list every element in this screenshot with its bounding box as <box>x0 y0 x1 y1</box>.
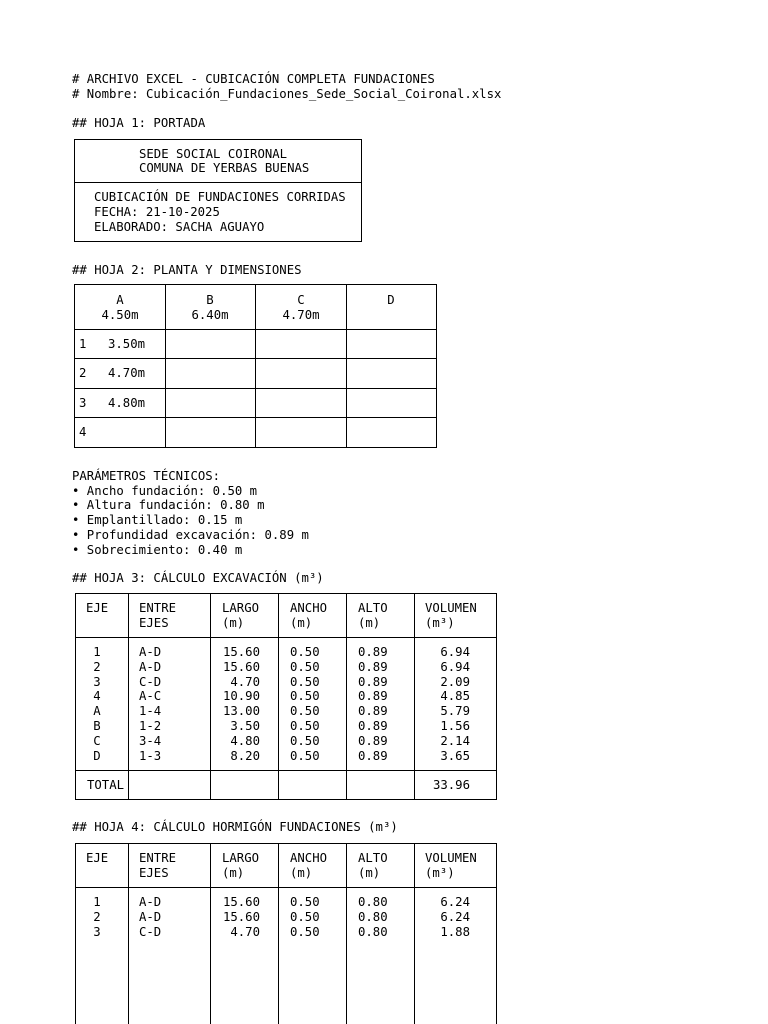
portada-line-3: ELABORADO: SACHA AGUAYO <box>94 220 265 234</box>
exc-cell-entre: 3-4 <box>139 733 162 748</box>
hoja1-heading: ## HOJA 1: PORTADA <box>72 116 206 130</box>
exc-cell-largo: 3.50 <box>230 719 260 733</box>
exc-cell-ancho: 0.50 <box>290 748 320 763</box>
exc-cell-entre: 1-2 <box>139 719 162 733</box>
hor-header-volumen: VOLUMEN <box>425 851 477 865</box>
exc-cell-alto: 0.89 <box>358 645 388 659</box>
exc-cell-eje: C <box>93 733 101 748</box>
exc-cell-alto: 0.89 <box>358 704 388 719</box>
grid-col-dim-c: 4.70m <box>282 308 320 322</box>
exc-header-largo-unit: (m) <box>222 616 245 630</box>
hor-header-ancho: ANCHO <box>290 851 328 865</box>
exc-cell-vol: 2.14 <box>440 733 470 748</box>
exc-cell-largo: 10.90 <box>222 689 260 704</box>
exc-header-ancho-unit: (m) <box>290 616 313 630</box>
hor-cell-largo: 15.60 <box>222 909 260 924</box>
hor-cell-ancho: 0.50 <box>290 909 320 924</box>
exc-cell-entre: A-D <box>139 645 162 659</box>
parametro-item: • Emplantillado: 0.15 m <box>72 513 243 527</box>
hor-header-alto: ALTO <box>358 851 388 865</box>
exc-cell-ancho: 0.50 <box>290 674 320 689</box>
grid-col-label-c: C <box>297 293 305 307</box>
grid-row-dim-3: 4.80m <box>108 396 146 410</box>
exc-cell-largo: 13.00 <box>222 704 260 719</box>
exc-cell-vol: 1.56 <box>440 719 470 733</box>
hor-header-volumen-unit: (m³) <box>425 866 455 880</box>
exc-header-largo: LARGO <box>222 601 260 615</box>
portada-title-2: COMUNA DE YERBAS BUENAS <box>139 161 310 175</box>
file-name: # Nombre: Cubicación_Fundaciones_Sede_Social_Coironal.xlsx <box>72 87 502 101</box>
portada-line-2: FECHA: 21-10-2025 <box>94 205 220 219</box>
hoja4-heading: ## HOJA 4: CÁLCULO HORMIGÓN FUNDACIONES (m³) <box>72 820 398 834</box>
hor-header-entre: ENTRE <box>139 851 177 865</box>
hor-cell-entre: C-D <box>139 924 162 939</box>
exc-cell-alto: 0.89 <box>358 719 388 733</box>
exc-cell-ancho: 0.50 <box>290 719 320 733</box>
exc-cell-entre: A-D <box>139 659 162 674</box>
hor-header-alto-unit: (m) <box>358 866 381 880</box>
hor-cell-ancho: 0.50 <box>290 895 320 909</box>
exc-cell-alto: 0.89 <box>358 659 388 674</box>
parametros-heading: PARÁMETROS TÉCNICOS: <box>72 469 221 483</box>
portada-divider <box>74 182 362 183</box>
exc-header-alto: ALTO <box>358 601 388 615</box>
grid-row-dim-2: 4.70m <box>108 366 146 380</box>
exc-cell-eje: 1 <box>93 645 101 659</box>
exc-cell-alto: 0.89 <box>358 689 388 704</box>
exc-cell-largo: 8.20 <box>230 748 260 763</box>
hor-cell-eje: 1 <box>93 895 101 909</box>
hor-header-largo-unit: (m) <box>222 866 245 880</box>
exc-total-value: 33.96 <box>432 778 470 792</box>
exc-cell-largo: 15.60 <box>222 645 260 659</box>
grid-row-num-4: 4 <box>79 425 87 439</box>
parametro-item: • Sobrecimiento: 0.40 m <box>72 543 243 557</box>
hoja2-heading: ## HOJA 2: PLANTA Y DIMENSIONES <box>72 263 302 277</box>
hor-cell-entre: A-D <box>139 895 162 909</box>
exc-header-ancho: ANCHO <box>290 601 328 615</box>
exc-cell-ancho: 0.50 <box>290 645 320 659</box>
exc-header-volumen: VOLUMEN <box>425 601 477 615</box>
hor-cell-largo: 4.70 <box>230 924 260 939</box>
exc-cell-vol: 4.85 <box>440 689 470 704</box>
exc-cell-eje: 4 <box>93 689 101 704</box>
exc-header-eje: EJE <box>86 601 109 615</box>
exc-cell-alto: 0.89 <box>358 733 388 748</box>
exc-cell-eje: D <box>93 748 101 763</box>
exc-cell-eje: A <box>93 704 101 719</box>
exc-cell-ancho: 0.50 <box>290 659 320 674</box>
hor-cell-vol: 1.88 <box>440 924 470 939</box>
exc-cell-alto: 0.89 <box>358 748 388 763</box>
portada-line-1: CUBICACIÓN DE FUNDACIONES CORRIDAS <box>94 190 346 204</box>
exc-cell-vol: 6.94 <box>440 659 470 674</box>
hor-cell-alto: 0.80 <box>358 909 388 924</box>
hor-cell-vol: 6.24 <box>440 895 470 909</box>
exc-cell-largo: 4.80 <box>230 733 260 748</box>
hor-header-eje: EJE <box>86 851 109 865</box>
exc-cell-vol: 6.94 <box>440 645 470 659</box>
hor-cell-alto: 0.80 <box>358 895 388 909</box>
exc-cell-eje: B <box>93 719 101 733</box>
exc-cell-eje: 2 <box>93 659 101 674</box>
grid-col-label-a: A <box>116 293 124 307</box>
grid-col-dim-b: 6.40m <box>191 308 229 322</box>
exc-cell-eje: 3 <box>93 674 101 689</box>
exc-cell-ancho: 0.50 <box>290 704 320 719</box>
hor-cell-alto: 0.80 <box>358 924 388 939</box>
exc-cell-ancho: 0.50 <box>290 733 320 748</box>
grid-row-num-1: 1 <box>79 337 87 351</box>
hor-header-ejes: EJES <box>139 866 169 880</box>
exc-cell-alto: 0.89 <box>358 674 388 689</box>
grid-row-num-3: 3 <box>79 396 87 410</box>
grid-col-dim-a: 4.50m <box>101 308 139 322</box>
hor-cell-eje: 2 <box>93 909 101 924</box>
grid-row-dim-1: 3.50m <box>108 337 146 351</box>
parametro-item: • Altura fundación: 0.80 m <box>72 498 265 512</box>
grid-col-label-b: B <box>206 293 214 307</box>
hor-cell-vol: 6.24 <box>440 909 470 924</box>
exc-cell-largo: 4.70 <box>230 674 260 689</box>
exc-cell-vol: 3.65 <box>440 748 470 763</box>
exc-cell-entre: A-C <box>139 689 162 704</box>
hor-cell-eje: 3 <box>93 924 101 939</box>
exc-header-ejes: EJES <box>139 616 169 630</box>
exc-cell-ancho: 0.50 <box>290 689 320 704</box>
exc-header-volumen-unit: (m³) <box>425 616 455 630</box>
exc-cell-vol: 5.79 <box>440 704 470 719</box>
hor-header-largo: LARGO <box>222 851 260 865</box>
portada-title-1: SEDE SOCIAL COIRONAL <box>139 147 288 161</box>
exc-cell-entre: 1-3 <box>139 748 162 763</box>
hor-cell-largo: 15.60 <box>222 895 260 909</box>
file-title: # ARCHIVO EXCEL - CUBICACIÓN COMPLETA FUNDACIONES <box>72 72 435 86</box>
grid-col-label-d: D <box>387 293 395 307</box>
exc-header-alto-unit: (m) <box>358 616 381 630</box>
exc-cell-vol: 2.09 <box>440 674 470 689</box>
hoja3-heading: ## HOJA 3: CÁLCULO EXCAVACIÓN (m³) <box>72 571 324 585</box>
exc-cell-largo: 15.60 <box>222 659 260 674</box>
exc-cell-entre: 1-4 <box>139 704 162 719</box>
hor-header-ancho-unit: (m) <box>290 866 313 880</box>
hor-cell-entre: A-D <box>139 909 162 924</box>
exc-total-label: TOTAL <box>87 778 125 792</box>
parametro-item: • Profundidad excavación: 0.89 m <box>72 528 309 542</box>
exc-header-entre: ENTRE <box>139 601 177 615</box>
parametro-item: • Ancho fundación: 0.50 m <box>72 484 258 498</box>
exc-cell-entre: C-D <box>139 674 162 689</box>
hor-cell-ancho: 0.50 <box>290 924 320 939</box>
grid-row-num-2: 2 <box>79 366 87 380</box>
